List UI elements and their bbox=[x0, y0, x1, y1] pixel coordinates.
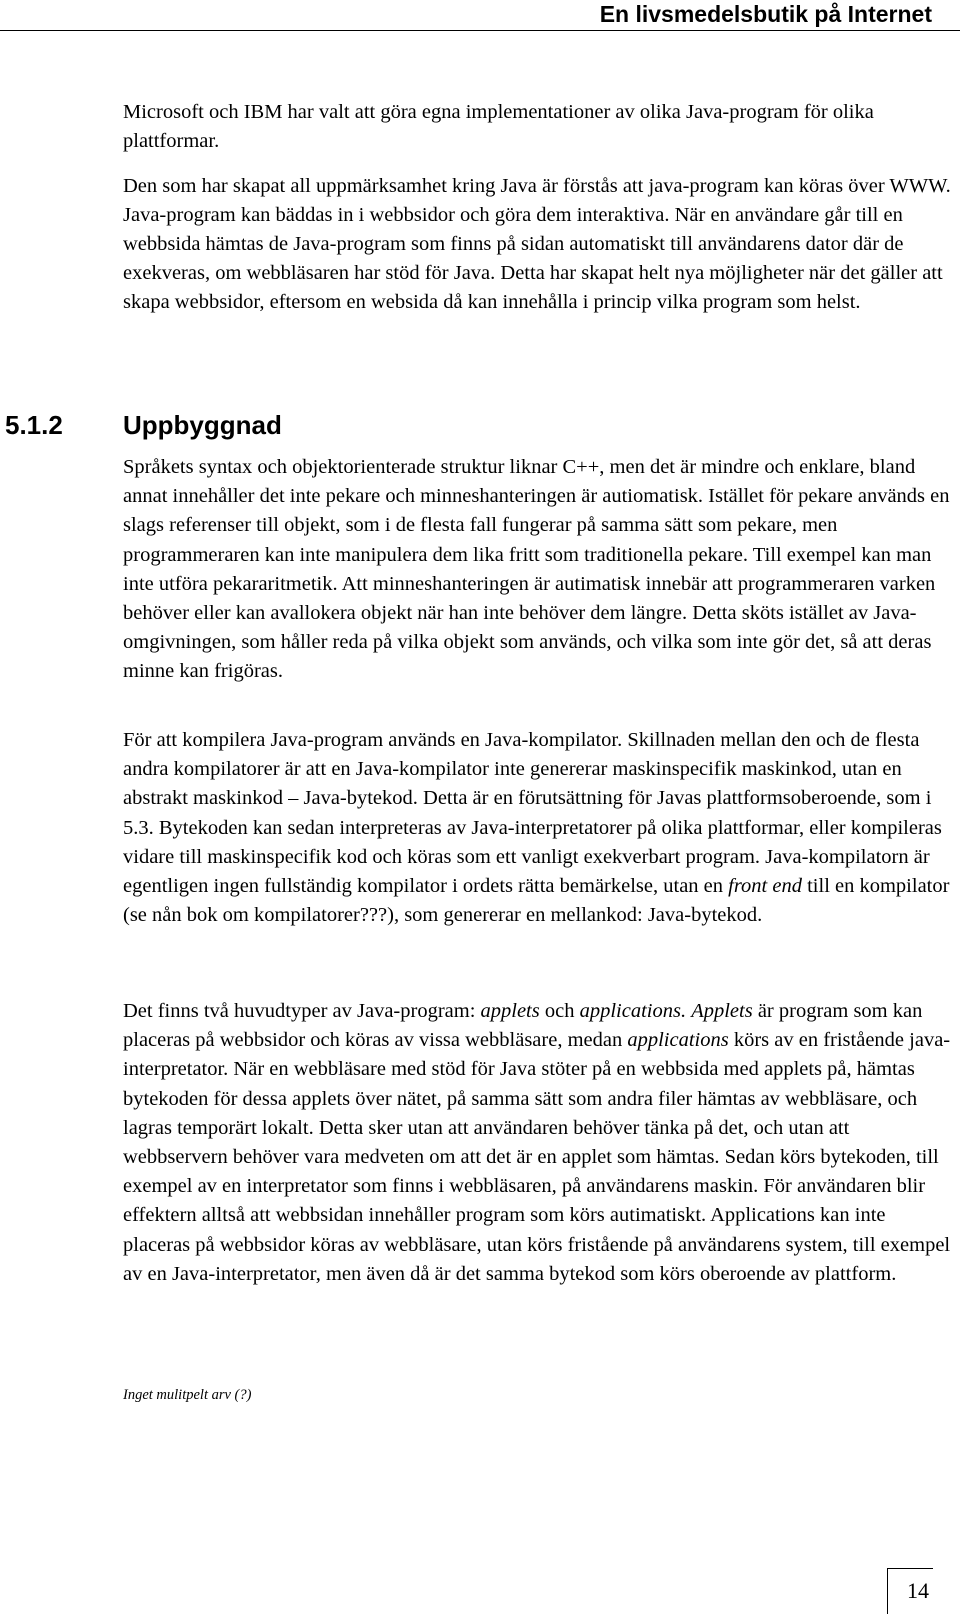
emphasis-applets: applets bbox=[480, 1000, 540, 1022]
paragraph-syntax: Språkets syntax och objektorienterade struktur liknar C++, men det är mindre och enklare, bland annat innehåller det inte pekare och minneshanteringen är autiomatisk. Istället för pekare används en slags referenser till objekt, som i de flesta fall fungerar på samma sätt som pekare, men programmeraren kan inte manipulera dem lika fritt som traditionella pekare. Till exempel kan man inte utföra pekararitmetik. Att minneshanteringen är autimatisk innebär att programmeraren varken behöver eller kan avallokera objekt när han inte behöver dem längre. Detta sköts istället av Java-omgivningen, som håller reda på vilka objekt som används, och vilka som inte gör det, så att deras minne kan frigöras. bbox=[123, 456, 950, 683]
text-run: Det finns två huvudtyper av Java-program: bbox=[123, 1000, 481, 1022]
paragraph-implementations: Microsoft och IBM har valt att göra egna implementationer av olika Java-program för olika plattformar. bbox=[123, 101, 874, 152]
emphasis-applets: Applets bbox=[691, 1000, 753, 1022]
page-number-box bbox=[887, 1568, 933, 1614]
section-number: 5.1.2 bbox=[5, 410, 63, 440]
margin-note: Inget mulitpelt arv (?) bbox=[123, 1387, 252, 1403]
page-header bbox=[0, 0, 960, 31]
text-run: till en kompilator (se nån bok om kompilatorer???), som genererar en mellankod: Java-bytekod. bbox=[123, 875, 950, 927]
header-title: En livsmedelsbutik på Internet bbox=[599, 1, 932, 27]
paragraph-applets bbox=[123, 997, 953, 1289]
emphasis-applications: applications. bbox=[579, 1000, 687, 1022]
emphasis-front-end: front end bbox=[728, 875, 802, 898]
paragraph-compiler bbox=[123, 726, 953, 930]
text-run: är program som kan placeras på webbsidor och köras av vissa webbläsare, medan bbox=[123, 1000, 923, 1052]
section-title: Uppbyggnad bbox=[123, 410, 282, 440]
emphasis-applications: applications bbox=[627, 1029, 729, 1052]
text-run: För att kompilera Java-program används en Java-kompilator. Skillnaden mellan den och de flesta andra kompilatorer är att en Java-kompilator inte genererar maskinspecifik maskinkod, utan en abstrakt maskinkod – Java-bytekod. Detta är en förutsättning för Javas plattformsoberoende, som i 5.3. Bytekoden kan sedan interpreteras av Java-interpretatorer på olika plattformar, eller kompileras vidare till maskinspecifik kod och köras som ett vanligt exekverbart program. Java-kompilatorn är egentligen ingen fullständig kompilator i ordets rätta bemärkelse, utan en bbox=[123, 729, 942, 898]
text-run: körs av en fristående java-interpretator. När en webbläsare med stöd för Java stöter på en webbsida med applets på, hämtas bytekoden för dessa applets över nätet, på samma sätt som andra filer hämtas av webbläsare, och lagras temporärt lokalt. Detta sker utan att användaren behöver tänka på det, och utan att webbservern behöver vara medveten om att det är en applet som hämtas. Sedan körs bytekoden, till exempel av en interpretator som finns i webbläsaren, på användarens maskin. För användaren blir effektern alltså att webbsidan innehåller program som körs autimatiskt. Applications kan inte placeras på webbsidor köras av webbläsare, utan körs fristående på användarens system, till exempel av en Java-interpretator, men även då är det samma bytekod som körs oberoende av plattform. bbox=[123, 1029, 951, 1285]
paragraph-java-www: Den som har skapat all uppmärksamhet kring Java är förstås att java-program kan köras över WWW. Java-program kan bäddas in i webbsidor och göra dem interaktiva. När en användare går till en webbsida hämtas de Java-program som finns på sidan automatiskt till användarens dator där de exekveras, om webbläsaren har stöd för Java. Detta har skapat helt nya möjligheter när det gäller att skapa webbsidor, eftersom en websida då kan innehålla i princip vilka program som helst. bbox=[123, 175, 951, 313]
page-number: 14 bbox=[907, 1578, 929, 1603]
text-run: och bbox=[539, 1000, 580, 1022]
